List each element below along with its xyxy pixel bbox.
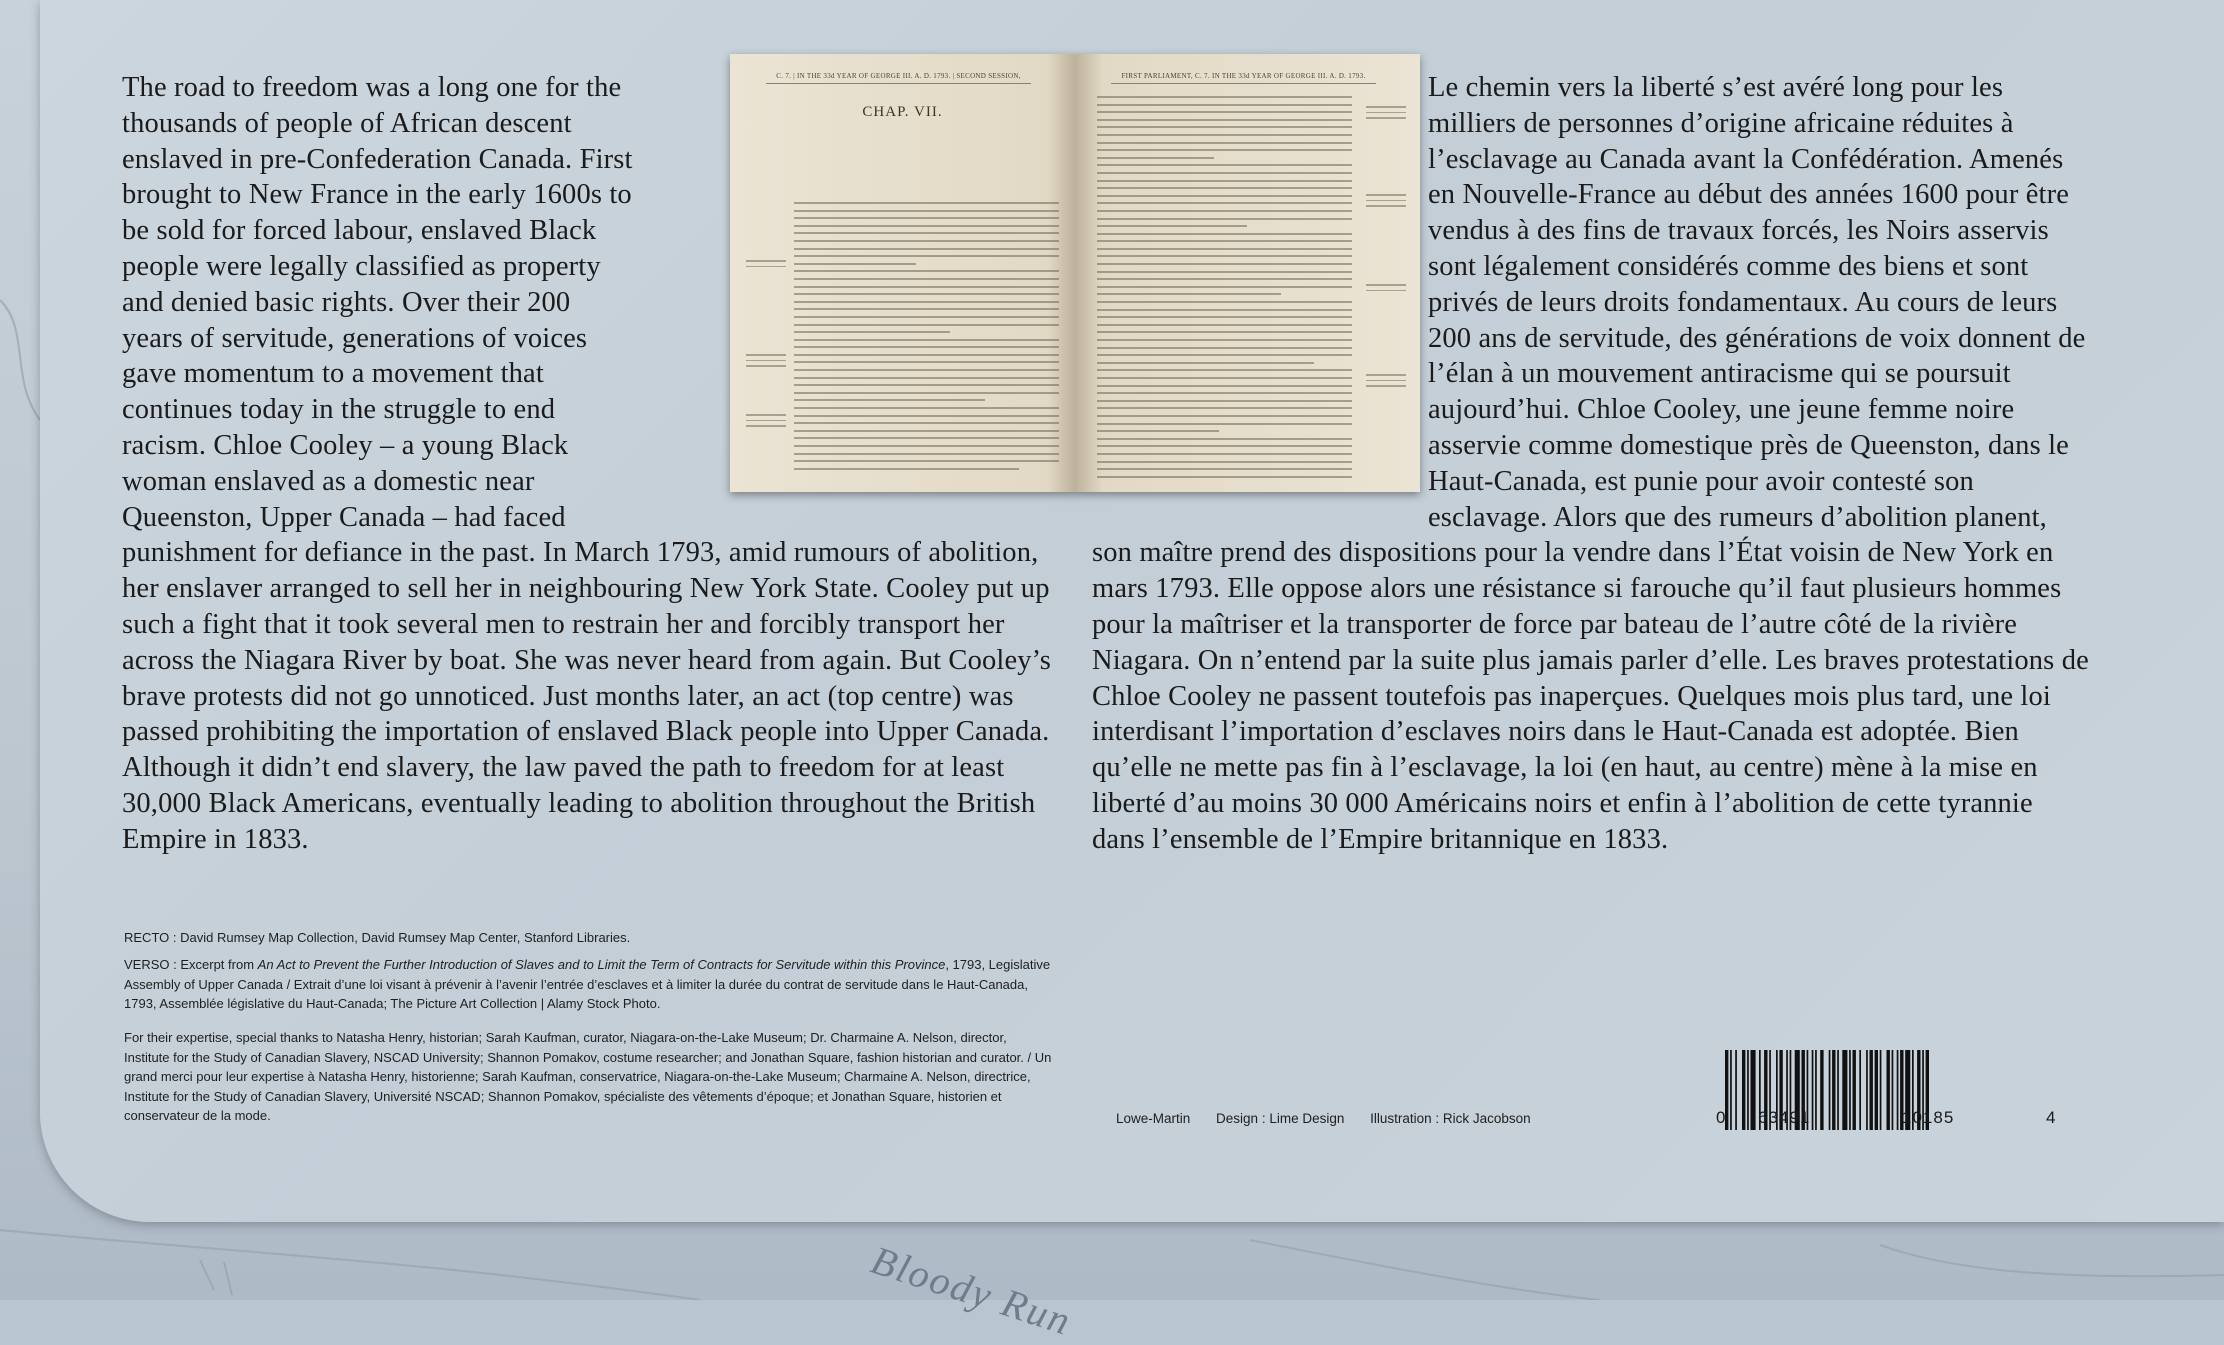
barcode-bar: [1859, 1050, 1861, 1130]
barcode-bar: [1812, 1050, 1814, 1130]
verso-rest: , 1793, Legislative Assembly of Upper Canada / Extrait d’une loi visant à prévenir à l’avenir l’entrée d’esclaves et à limiter la durée du contrat de servitude dans le Haut-Canada, 1793, Assemblée législative du Haut-Canada; The Picture Art Collection | Alamy Stock Photo.: [124, 957, 1051, 1011]
barcode-bar: [1742, 1050, 1745, 1130]
barcode-bar: [1880, 1050, 1882, 1130]
barcode-bar: [1842, 1050, 1847, 1130]
barcode-bar: [1832, 1050, 1835, 1130]
illustration-credit: Illustration : Rick Jacobson: [1370, 1111, 1531, 1126]
barcode-bar: [1897, 1050, 1899, 1130]
barcode-bar: [1730, 1050, 1732, 1130]
french-body-text: [1092, 70, 2092, 858]
barcode-bar: [1870, 1050, 1873, 1130]
book-chapter-heading: CHAP. VII.: [862, 104, 943, 120]
barcode-bar: [1747, 1050, 1749, 1130]
barcode-bar: [1849, 1050, 1851, 1130]
printer-credit: Lowe-Martin: [1116, 1111, 1191, 1126]
design-credit: Design : Lime Design: [1216, 1111, 1345, 1126]
barcode-bar: [1820, 1050, 1823, 1130]
barcode-digit-end: 4: [2046, 1108, 2057, 1127]
barcode-digit-start: 0: [1716, 1108, 1727, 1127]
barcode-bar: [1887, 1050, 1890, 1130]
barcode-bar: [1853, 1050, 1856, 1130]
verso-act-title: An Act to Prevent the Further Introduction of Slaves and to Limit the Term of Contracts for Servitude within this Province: [257, 957, 946, 972]
book-right-header: FIRST PARLIAMENT, C. 7. IN THE 33d YEAR OF GEORGE III. A. D. 1793.: [1111, 72, 1376, 84]
verso-credit: [124, 955, 1054, 1014]
barcode-group-2: 10185: [1902, 1108, 1955, 1127]
barcode-bar: [1875, 1050, 1878, 1130]
barcode-bar: [1892, 1050, 1894, 1130]
book-left-header: C. 7. | IN THE 33d YEAR OF GEORGE III. A. D. 1793. | SECOND SESSION,: [766, 72, 1031, 84]
production-credits: [1116, 1111, 1553, 1126]
english-paragraph: The road to freedom was a long one for the thousands of people of African descent enslaved in pre-Confederation Canada. First brought to New France in the early 1600s to be sold for forced labour, enslaved Black people were legally classified as property and denied basic rights. Over their 200 years of servitude, generations of voices gave momentum to a movement that continues today in the struggle to end racism. Chloe Cooley – a young Black woman enslaved as a domestic near Queenston, Upper Canada – had faced punishment for defiance in the past. In March 1793, amid rumours of abolition, her enslaver arranged to sell her in neighbouring New York State. Cooley put up such a fight that it took several men to restrain her and forcibly transport her across the Niagara River by boat. She was never heard from again. But Cooley’s brave protests did not go unnoticed. Just months later, an act (top centre) was passed prohibiting the importation of enslaved Black people into Upper Canada. Although it didn’t end slavery, the law paved the path to freedom for at least 30,000 Black Americans, eventually leading to abolition throughout the British Empire in 1833.: [122, 72, 1051, 855]
barcode-bar: [1815, 1050, 1817, 1130]
barcode-bar: [1829, 1050, 1831, 1130]
barcode-bar: [1837, 1050, 1839, 1130]
barcode-bar: [1735, 1050, 1737, 1130]
english-body-text: [122, 70, 1068, 858]
map-label-bloody-run: Bloody Run: [865, 1236, 1078, 1344]
barcode-group-1: 63491: [1758, 1108, 1811, 1127]
verso-prefix: VERSO : Excerpt from: [124, 957, 258, 972]
acknowledgements: For their expertise, special thanks to Natasha Henry, historian; Sarah Kaufman, curator, Niagara-on-the-Lake Museum; Dr. Charmaine A. Nelson, director, Institute for the Study of Canadian Slavery, NSCAD University; Shannon Pomakov, costume researcher; and Jonathan Square, fashion historian and curator. / Un grand merci pour leur expertise à Natasha Henry, historienne; Sarah Kaufman, conservatrice, Niagara-on-the-Lake Museum; Charmaine A. Nelson, directrice, Institute for the Study of Canadian Slavery, Université NSCAD; Shannon Pomakov, spécialiste des vêtements d’époque; et Jonathan Square, historien et conservateur de la mode.: [124, 1030, 1052, 1123]
recto-credit: RECTO : David Rumsey Map Collection, David Rumsey Map Center, Stanford Libraries.: [124, 930, 631, 945]
french-paragraph: Le chemin vers la liberté s’est avéré long pour les milliers de personnes d’origine africaine réduites à l’esclavage au Canada avant la Confédération. Amenés en Nouvelle-France au début des années 1600 pour être vendus à des fins de travaux forcés, les Noirs asservis sont légalement considérés comme des biens et sont privés de leurs droits fondamentaux. Au cours de leurs 200 ans de servitude, des générations de voix donnent de l’élan à un mouvement antiracisme qui se poursuit aujourd’hui. Chloe Cooley, une jeune femme noire asservie comme domestique près de Queenston, dans le Haut-Canada, est punie pour avoir contesté son esclavage. Alors que des rumeurs d’abolition planent, son maître prend des dispositions pour la vendre dans l’État voisin de New York en mars 1793. Elle oppose alors une résistance si farouche qu’il faut plusieurs hommes pour la maîtriser et la transporter de force par bateau de l’autre côté de la rivière Niagara. On n’entend par la suite plus jamais parler d’elle. Les braves protestations de Chloe Cooley ne passent toutefois pas inaperçues. Quelques mois plus tard, une loi interdisant l’importation d’esclaves noirs dans le Haut-Canada est adoptée. Bien qu’elle ne mette pas fin à l’esclavage, la loi (en haut, au centre) mène à la mise en liberté d’au moins 30 000 Américains noirs et enfin à l’abolition de cette tyrannie dans l’ensemble de l’Empire britannique en 1833.: [1092, 72, 2089, 855]
barcode-bar: [1866, 1050, 1868, 1130]
barcode-bar: [1751, 1050, 1756, 1130]
